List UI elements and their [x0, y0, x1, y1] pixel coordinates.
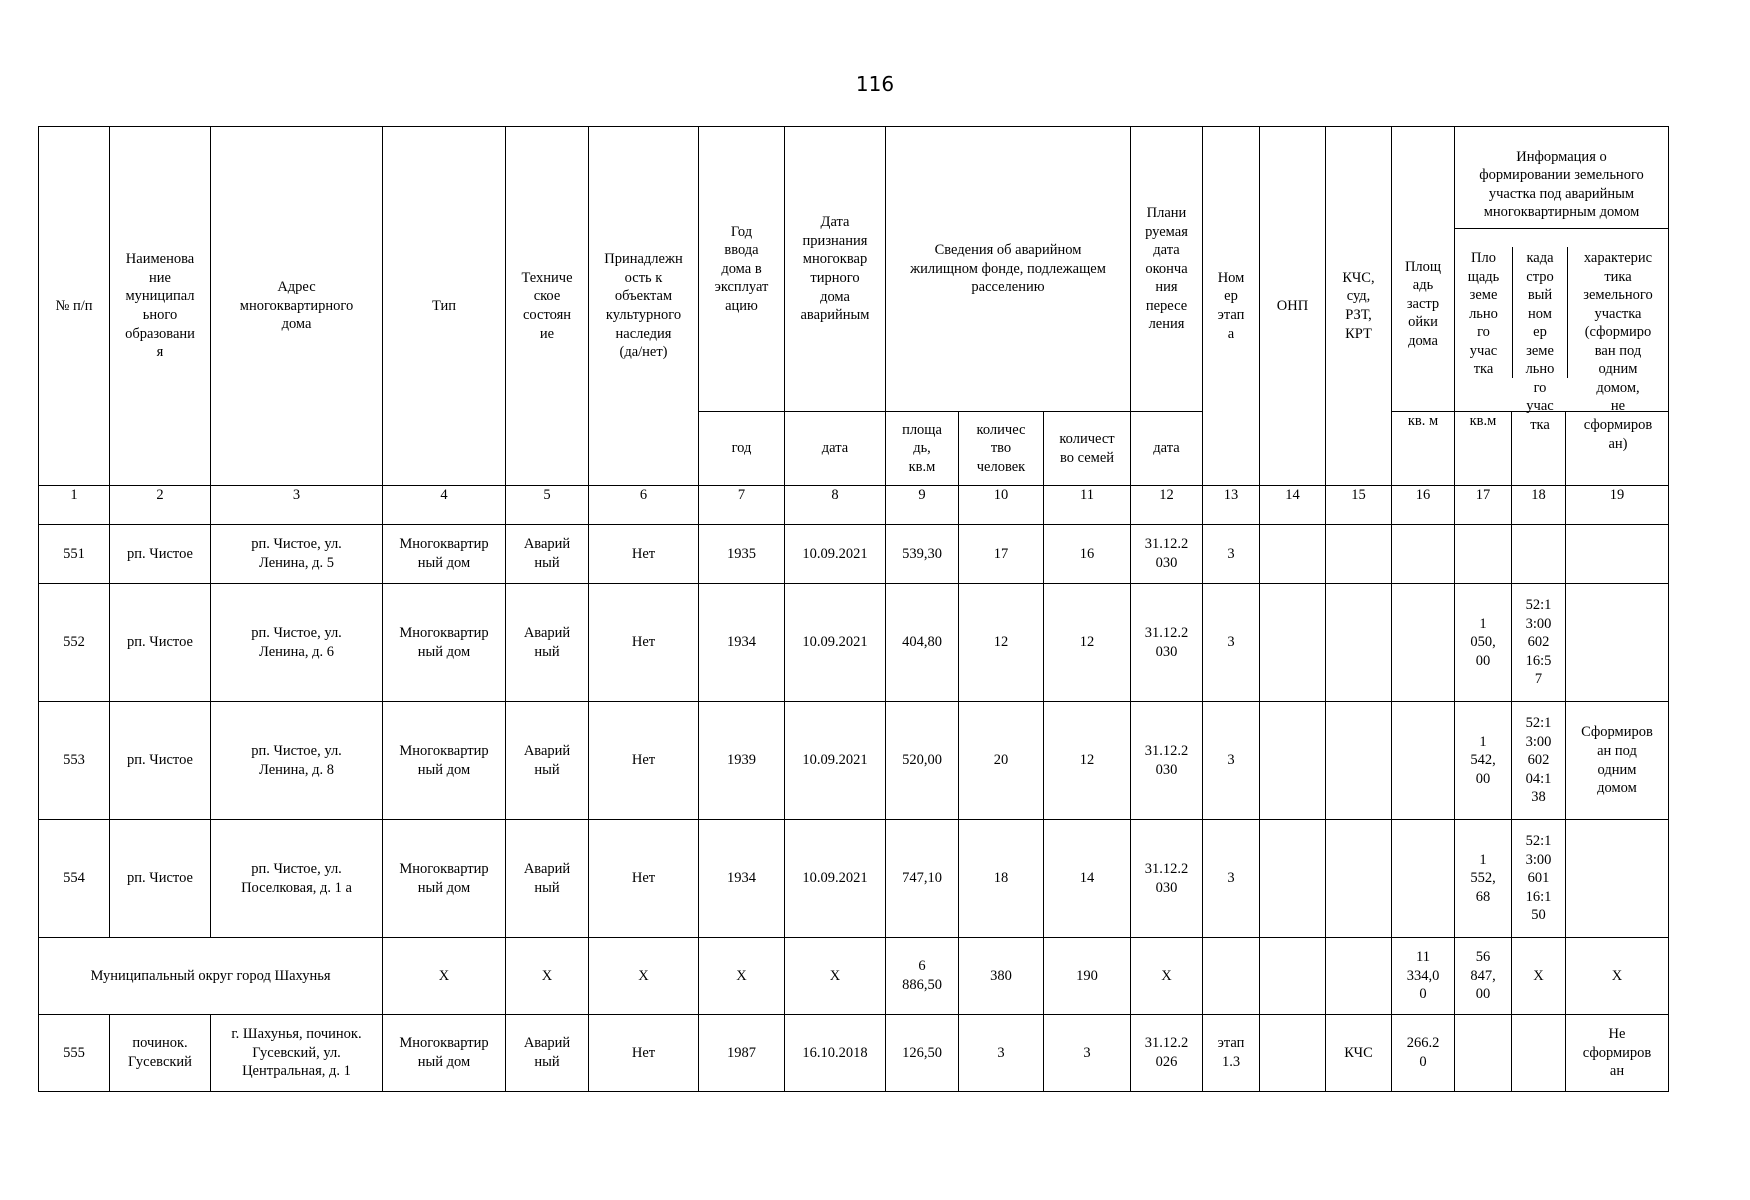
column-number: 6 [589, 486, 699, 525]
cell-municipality: рп. Чистое [110, 584, 211, 702]
cell-end-date: X [1131, 938, 1203, 1015]
cell-stage [1203, 938, 1260, 1015]
cell-address: рп. Чистое, ул. Ленина, д. 6 [211, 584, 383, 702]
cell-land-area: 1 050, 00 [1455, 584, 1512, 702]
header-cell: площа дь, кв.м [886, 412, 959, 486]
column-number: 10 [959, 486, 1044, 525]
column-number: 5 [506, 486, 589, 525]
cell-heritage: Нет [589, 820, 699, 938]
cell-cadastral [1512, 525, 1566, 584]
cell-heritage: Нет [589, 702, 699, 820]
cell-families: 16 [1044, 525, 1131, 584]
cell-cadastral: 52:1 3:00 602 04:1 38 [1512, 702, 1566, 820]
header-cell: Тип [383, 127, 506, 486]
cell-land-char [1566, 820, 1669, 938]
cell-address: рп. Чистое, ул. Поселковая, д. 1 а [211, 820, 383, 938]
cell-end-date: 31.12.2 030 [1131, 820, 1203, 938]
cell-area: 539,30 [886, 525, 959, 584]
cell-end-date: 31.12.2 030 [1131, 525, 1203, 584]
header-cell: количест во семей [1044, 412, 1131, 486]
cell-type: Многоквартир ный дом [383, 820, 506, 938]
cell-date: 10.09.2021 [785, 820, 886, 938]
cell-date: 10.09.2021 [785, 702, 886, 820]
cell-year: 1934 [699, 584, 785, 702]
cell-year: 1934 [699, 820, 785, 938]
header-cell: Площ адь застр ойки дома [1392, 127, 1455, 412]
cell-build-area [1392, 525, 1455, 584]
cell-year: 1939 [699, 702, 785, 820]
cell-date: 10.09.2021 [785, 525, 886, 584]
column-number: 3 [211, 486, 383, 525]
cell-date: 16.10.2018 [785, 1015, 886, 1092]
cell-year: 1935 [699, 525, 785, 584]
header-cell: дата [785, 412, 886, 486]
cell-state: Аварий ный [506, 702, 589, 820]
cell-number: 552 [39, 584, 110, 702]
column-number-row [39, 486, 1669, 525]
cell-number: 554 [39, 820, 110, 938]
cell-families: 12 [1044, 702, 1131, 820]
header-cell: год [699, 412, 785, 486]
cell-stage: 3 [1203, 820, 1260, 938]
cell-end-date: 31.12.2 030 [1131, 702, 1203, 820]
header-cell: Плани руемая дата оконча ния пересе ления [1131, 127, 1203, 412]
cell-state: Аварий ный [506, 820, 589, 938]
cell-land-area: 1 552, 68 [1455, 820, 1512, 938]
cell-heritage: Нет [589, 525, 699, 584]
column-number: 16 [1392, 486, 1455, 525]
cell-kchs [1326, 525, 1392, 584]
cell-area: 747,10 [886, 820, 959, 938]
cell-address: рп. Чистое, ул. Ленина, д. 8 [211, 702, 383, 820]
cell-end-date: 31.12.2 030 [1131, 584, 1203, 702]
cell-people: 380 [959, 938, 1044, 1015]
cell-area: 126,50 [886, 1015, 959, 1092]
column-number: 11 [1044, 486, 1131, 525]
cell-land-char: X [1566, 938, 1669, 1015]
column-number: 18 [1512, 486, 1566, 525]
table-row [39, 1015, 1669, 1092]
land-info-header: Информация о формировании земельного участка под аварийным многоквартирным домом [1455, 146, 1668, 229]
cell-cadastral: 52:1 3:00 602 16:5 7 [1512, 584, 1566, 702]
cell-type: X [383, 938, 506, 1015]
header-cell: Ном ер этап а [1203, 127, 1260, 486]
cell-land-char [1566, 525, 1669, 584]
cell-address: г. Шахунья, починок. Гусевский, ул. Центральная, д. 1 [211, 1015, 383, 1092]
cell-build-area: 266.2 0 [1392, 1015, 1455, 1092]
cell-stage: 3 [1203, 702, 1260, 820]
table-row [39, 525, 1669, 584]
cell-land-area: 56 847, 00 [1455, 938, 1512, 1015]
header-cell: Адрес многоквартирного дома [211, 127, 383, 486]
header-cell: Сведения об аварийном жилищном фонде, подлежащем расселению [886, 127, 1131, 412]
cell-date: X [785, 938, 886, 1015]
table-row [39, 702, 1669, 820]
column-number: 8 [785, 486, 886, 525]
cell-date: 10.09.2021 [785, 584, 886, 702]
cell-kchs [1326, 584, 1392, 702]
table-row [39, 584, 1669, 702]
cell-type: Многоквартир ный дом [383, 525, 506, 584]
cell-land-area [1455, 525, 1512, 584]
cell-kchs [1326, 820, 1392, 938]
header-cell: КЧС, суд, РЗТ, КРТ [1326, 127, 1392, 486]
cell-number: 555 [39, 1015, 110, 1092]
cell-land-area [1455, 1015, 1512, 1092]
cell-address: рп. Чистое, ул. Ленина, д. 5 [211, 525, 383, 584]
header-cell: характерис тика земельного участка (сформиро ван под одним домом, не сформиров ан) [1583, 250, 1653, 452]
cell-cadastral: X [1512, 938, 1566, 1015]
cell-build-area [1392, 584, 1455, 702]
column-number: 13 [1203, 486, 1260, 525]
cell-families: 3 [1044, 1015, 1131, 1092]
emergency-housing-table [38, 126, 1669, 1092]
cell-stage: 3 [1203, 584, 1260, 702]
cell-people: 3 [959, 1015, 1044, 1092]
header-cell: кв.м [1455, 412, 1512, 486]
cell-onp [1260, 820, 1326, 938]
cell-heritage: X [589, 938, 699, 1015]
total-label: Муниципальный округ город Шахунья [39, 938, 383, 1015]
cell-kchs [1326, 938, 1392, 1015]
column-number: 19 [1566, 486, 1669, 525]
cell-build-area [1392, 702, 1455, 820]
column-number: 2 [110, 486, 211, 525]
cell-kchs: КЧС [1326, 1015, 1392, 1092]
cell-year: X [699, 938, 785, 1015]
cell-cadastral [1512, 1015, 1566, 1092]
cell-build-area [1392, 820, 1455, 938]
page-number: 116 [855, 72, 895, 96]
header-cell: количес тво человек [959, 412, 1044, 486]
cell-cadastral: 52:1 3:00 601 16:1 50 [1512, 820, 1566, 938]
cell-onp [1260, 525, 1326, 584]
cell-end-date: 31.12.2 026 [1131, 1015, 1203, 1092]
cell-area: 6 886,50 [886, 938, 959, 1015]
cell-municipality: рп. Чистое [110, 525, 211, 584]
column-number: 1 [39, 486, 110, 525]
cell-onp [1260, 938, 1326, 1015]
cell-onp [1260, 702, 1326, 820]
header-cell: Пло щадь земе льно го учас тка [1455, 247, 1513, 378]
cell-land-area: 1 542, 00 [1455, 702, 1512, 820]
header-cell: када стро вый ном ер земе льно го учас тка [1513, 247, 1568, 378]
column-number: 7 [699, 486, 785, 525]
column-number: 12 [1131, 486, 1203, 525]
total-row [39, 938, 1669, 1015]
cell-people: 20 [959, 702, 1044, 820]
cell-land-char: Сформиров ан под одним домом [1566, 702, 1669, 820]
cell-type: Многоквартир ный дом [383, 1015, 506, 1092]
cell-build-area: 11 334,0 0 [1392, 938, 1455, 1015]
header-cell: Дата признания многоквар тирного дома аварийным [785, 127, 886, 412]
cell-kchs [1326, 702, 1392, 820]
column-number: 15 [1326, 486, 1392, 525]
cell-families: 190 [1044, 938, 1131, 1015]
cell-heritage: Нет [589, 1015, 699, 1092]
header-cell: Наименова ние муниципал ьного образовани я [110, 127, 211, 486]
cell-area: 404,80 [886, 584, 959, 702]
cell-number: 553 [39, 702, 110, 820]
header-cell: дата [1131, 412, 1203, 486]
cell-stage: этап 1.3 [1203, 1015, 1260, 1092]
cell-number: 551 [39, 525, 110, 584]
cell-state: X [506, 938, 589, 1015]
cell-onp [1260, 584, 1326, 702]
table-row [39, 820, 1669, 938]
header-cell: Техниче ское состоян ие [506, 127, 589, 486]
cell-state: Аварий ный [506, 1015, 589, 1092]
cell-families: 14 [1044, 820, 1131, 938]
cell-onp [1260, 1015, 1326, 1092]
column-number: 14 [1260, 486, 1326, 525]
cell-people: 12 [959, 584, 1044, 702]
cell-state: Аварий ный [506, 584, 589, 702]
cell-state: Аварий ный [506, 525, 589, 584]
cell-land-char: Не сформиров ан [1566, 1015, 1669, 1092]
cell-type: Многоквартир ный дом [383, 702, 506, 820]
header-cell: ОНП [1260, 127, 1326, 486]
cell-land-char [1566, 584, 1669, 702]
cell-year: 1987 [699, 1015, 785, 1092]
cell-heritage: Нет [589, 584, 699, 702]
cell-people: 18 [959, 820, 1044, 938]
header-cell: кв. м [1392, 412, 1455, 486]
column-number: 17 [1455, 486, 1512, 525]
header-cell: № п/п [39, 127, 110, 486]
column-number: 9 [886, 486, 959, 525]
cell-municipality: рп. Чистое [110, 702, 211, 820]
cell-municipality: починок. Гусевский [110, 1015, 211, 1092]
cell-area: 520,00 [886, 702, 959, 820]
cell-type: Многоквартир ный дом [383, 584, 506, 702]
cell-municipality: рп. Чистое [110, 820, 211, 938]
cell-families: 12 [1044, 584, 1131, 702]
cell-stage: 3 [1203, 525, 1260, 584]
column-number: 4 [383, 486, 506, 525]
cell-people: 17 [959, 525, 1044, 584]
header-cell: Год ввода дома в эксплуат ацию [699, 127, 785, 412]
header-cell: Принадлежн ость к объектам культурного наследия (да/нет) [589, 127, 699, 486]
header-row [39, 127, 1669, 412]
